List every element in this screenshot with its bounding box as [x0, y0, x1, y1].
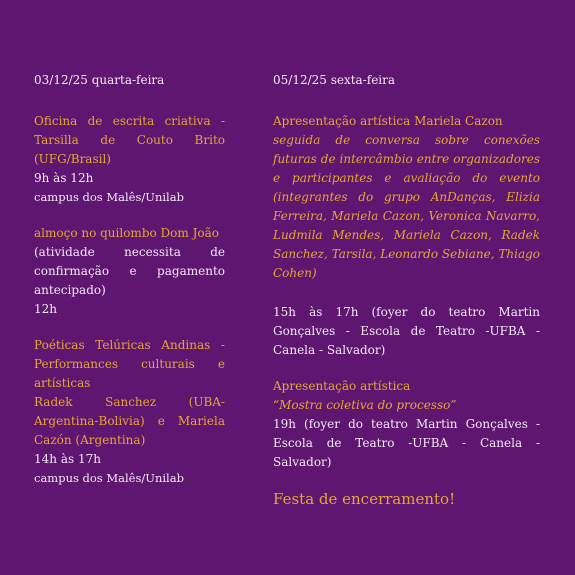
day-column-friday: [273, 62, 540, 509]
event-description: seguida de conversa sobre conexões futuras de intercâmbio entre organizadores e participantes e avaliação do evento (integrantes do grupo AnDanças, Elizia Ferreira, Mariela Cazon, Veronica Navarro, Ludmila Mendes, Mariela Cazon, Radek Sanchez, Tarsila, Leonardo Sebiane, Thiago Cohen): [273, 133, 540, 280]
day-date: 03/12/25 quarta-feira: [34, 73, 165, 87]
event-note: (atividade necessita de confirmação e pagamento antecipado): [34, 245, 225, 297]
event-place: campus dos Malês/Unilab: [34, 190, 184, 204]
event-title: Apresentação artística Mariela Cazon: [273, 114, 503, 128]
event-people: Radek Sanchez (UBA-Argentina-Bolivia) e Mariela Cazón (Argentina): [34, 395, 225, 447]
day-column-wednesday: [34, 62, 225, 488]
event-title: Apresentação artística: [273, 379, 411, 393]
event-title: almoço no quilombo Dom João: [34, 226, 219, 240]
event-title: Oficina de escrita criativa - Tarsilla de Couto Brito (UFG/Brasil): [34, 114, 225, 166]
event-time: 12h: [34, 302, 57, 316]
day-date: 05/12/25 sexta-feira: [273, 73, 396, 87]
event-time: 9h às 12h: [34, 171, 94, 185]
closing-party-text: Festa de encerramento!: [273, 490, 456, 508]
event-subtitle: “Mostra coletiva do processo”: [273, 398, 457, 412]
event-time: 14h às 17h: [34, 452, 101, 466]
event-place: campus dos Malês/Unilab: [34, 471, 184, 485]
event-time-place: 15h às 17h (foyer do teatro Martin Gonçalves - Escola de Teatro -UFBA - Canela - Salvador): [273, 305, 540, 357]
event-time-place: 19h (foyer do teatro Martin Gonçalves - Escola de Teatro -UFBA - Canela - Salvador): [273, 417, 540, 469]
event-title: Poéticas Telúricas Andinas - Performances culturais e artísticas: [34, 338, 225, 390]
